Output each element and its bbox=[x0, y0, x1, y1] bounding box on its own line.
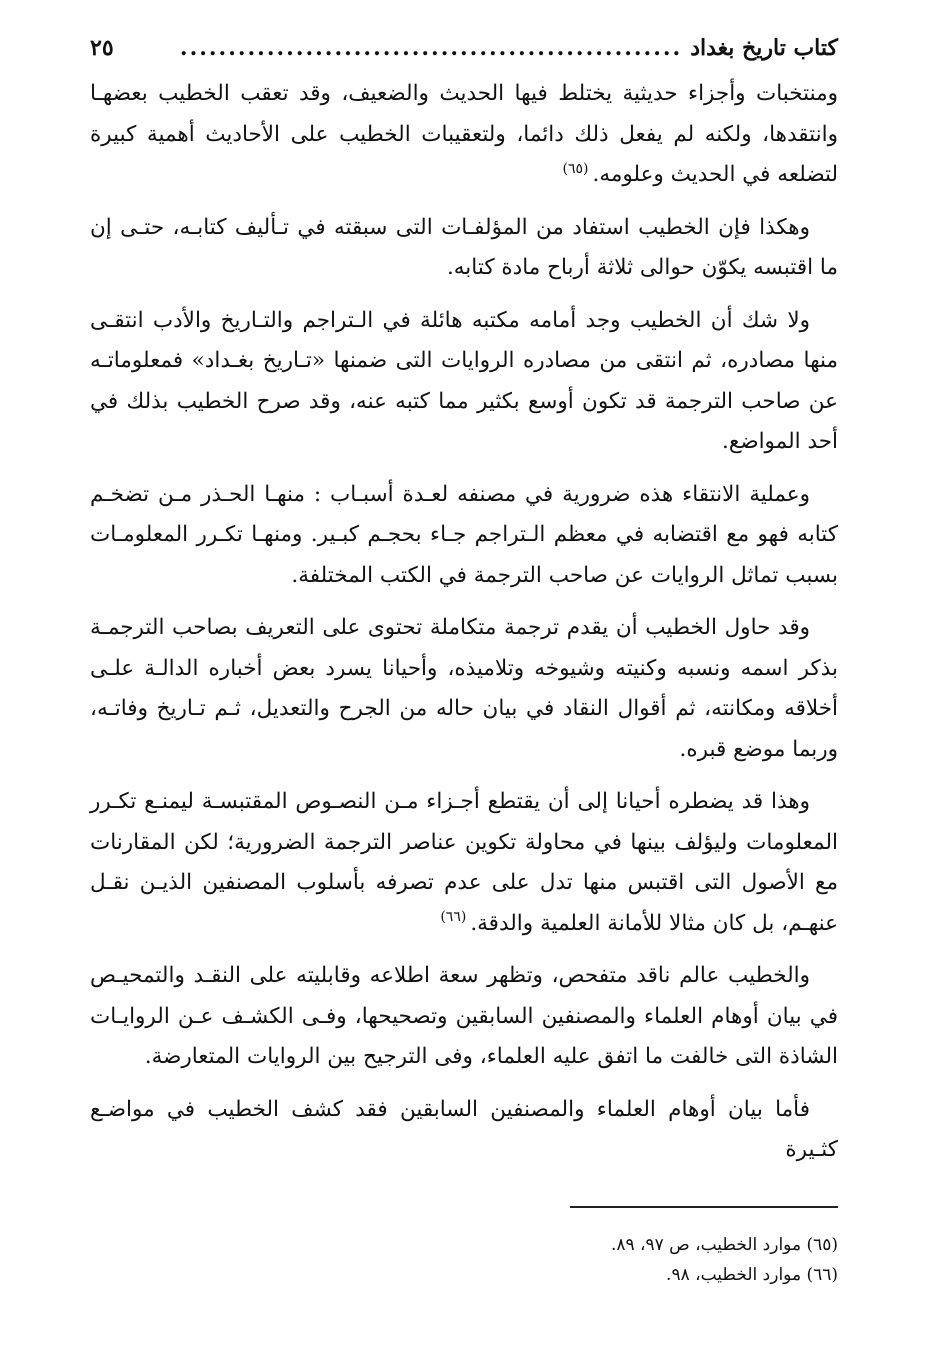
footnote: (٦٥) موارد الخطيب، ص ٩٧، ٨٩. bbox=[610, 1235, 838, 1255]
footnote-reference[interactable]: (٦٥) bbox=[562, 160, 589, 177]
paragraph bbox=[90, 1090, 838, 1171]
footnotes bbox=[300, 1230, 838, 1290]
paragraph-text: وهكذا فإن الخطيب استفاد من المؤلفـات التى سبقته في تـأليف كتابـه، حتـى إن ما اقتبسه يكوّن حوالى ثلاثة أرباح مادة كتابه. bbox=[90, 214, 838, 280]
paragraph bbox=[90, 475, 838, 597]
paragraph bbox=[90, 74, 838, 196]
footnote-separator bbox=[570, 1206, 838, 1208]
paragraph-text: فأما بيان أوهام العلماء والمصنفين السابقين فقد كشف الخطيب في مواضـع كثـيرة bbox=[90, 1096, 838, 1162]
paragraph bbox=[90, 208, 838, 289]
footnote-reference[interactable]: (٦٦) bbox=[440, 909, 467, 926]
paragraph-text: وهذا قد يضطره أحيانا إلى أن يقتطع أجـزاء مـن النصـوص المقتبسـة ليمنـع تكـرر المعلومات وليؤلف بينها في محاولة تكوين عناصر الترجمة الضرورية؛ لكن المقارنات مع الأصول التى اقتبس منها تدل على عدم تصرفه بأسلوب المصنفين الذيـن نقـل عنهـم، بل كان مثالا للأمانة العلمية والدقة. bbox=[90, 789, 838, 936]
book-page bbox=[90, 28, 838, 1183]
paragraph-text: ولا شك أن الخطيب وجد أمامه مكتبه هائلة في الـتراجم والتـاريخ والأدب انتقـى منها مصادره، ثم انتقى من مصادره الروايات التى ضمنها «تـاريخ بغـداد» فمعلوماتـه عن صاحب الترجمة قد تكون أوسع بكثير مما كتبه عنه، وقد صرح الخطيب بذلك في أحد المواضع. bbox=[90, 307, 838, 454]
header-leader-dots: .................................................... bbox=[179, 35, 683, 61]
paragraph-text: وقد حاول الخطيب أن يقدم ترجمة متكاملة تحتوى على التعريف بصاحب الترجمـة بذكر اسمه ونسبه وكنيته وشيوخه وتلاميذه، وأحيانا يسرد بعض أخباره الدالـة علـى أخلاقه ومكانته، ثم أقوال النقاد في بيان حاله من الجرح والتعديل، ثـم تـاريخ وفاتـه، وربما موضع قبره. bbox=[90, 615, 838, 762]
paragraph-text: ومنتخبات وأجزاء حديثية يختلط فيها الحديث والضعيف، وقد تعقب الخطيب بعضهـا وانتقدها، ولكنه لم يفعل ذلك دائما، ولتعقيبات الخطيب على الأحاديث أهمية كبيرة لتضلعه في الحديث وعلومه. bbox=[90, 81, 838, 187]
paragraph bbox=[90, 608, 838, 770]
footnote: (٦٦) موارد الخطيب، ٩٨. bbox=[666, 1265, 838, 1285]
paragraph bbox=[90, 782, 838, 944]
page-number: ٢٥ bbox=[90, 35, 114, 61]
running-header bbox=[90, 28, 838, 68]
paragraph bbox=[90, 301, 838, 463]
paragraph-text: والخطيب عالم ناقد متفحص، وتظهر سعة اطلاعه وقابليته على النقـد والتمحيـص في بيان أوهام العلماء والمصنفين السابقين وتصحيحها، وفـى الكشـف عـن الروايـات الشاذة التى خالفت ما اتفق عليه العلماء، وفى الترجيح بين الروايات المتعارضة. bbox=[90, 963, 838, 1069]
paragraph bbox=[90, 956, 838, 1078]
paragraph-text: وعملية الانتقاء هذه ضرورية في مصنفه لعـدة أسبـاب : منهـا الحـذر مـن تضخـم كتابه فهو مع اقتضابه في معظم الـتراجم جـاء بحجـم كبـير. ومنهـا تكـرر المعلومـات بسبب تماثل الروايات عن صاحب الترجمة في الكتب المختلفة. bbox=[90, 481, 838, 588]
running-header-title: كتاب تاريخ بغداد bbox=[690, 35, 838, 61]
body-text bbox=[90, 74, 838, 1171]
